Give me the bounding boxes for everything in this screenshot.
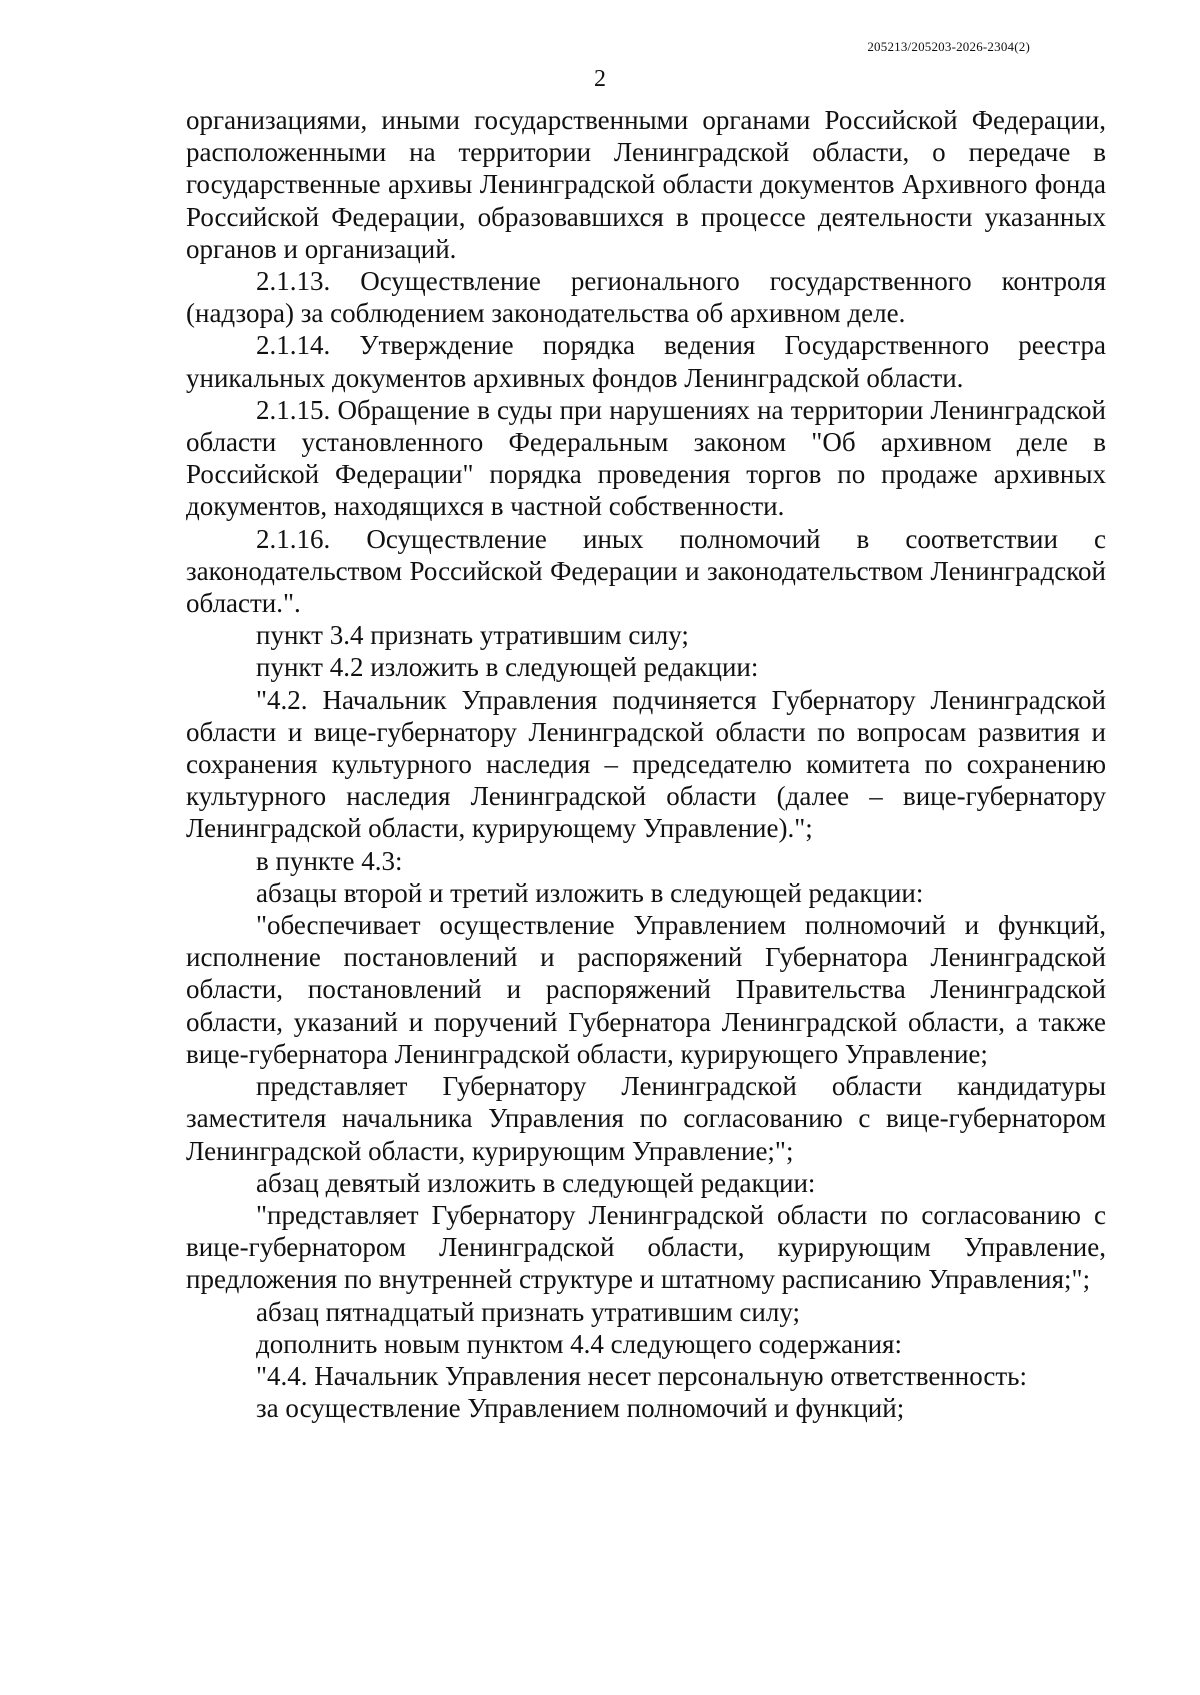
document-registration-number: 205213/205203-2026-2304(2) bbox=[867, 39, 1030, 54]
paragraph-continuation: организациями, иными государственными органами Российской Федерации, расположенными на территории Ленинградской области, о передаче в государственные архивы Ленинградской области документов Архивного фонда Российской Федерации, образовавшихся в процессе деятельности указанных органов и организаций. bbox=[186, 105, 1106, 264]
paragraph-2-1-13: 2.1.13. Осуществление регионального государственного контроля (надзора) за соблюдением законодательства об архивном деле. bbox=[186, 266, 1106, 329]
paragraph-4-4: "4.4. Начальник Управления несет персональную ответственность: bbox=[256, 1360, 1027, 1391]
document-body bbox=[186, 104, 1106, 1424]
paragraph-2-1-16: 2.1.16. Осуществление иных полномочий в соответствии с законодательством Российской Федерации и законодательством Ленинградской области.". bbox=[186, 523, 1106, 619]
paragraph-abzacy-intro: абзацы второй и третий изложить в следующей редакции: bbox=[256, 877, 924, 908]
paragraph-item-4-3-intro: в пункте 4.3: bbox=[256, 845, 403, 876]
paragraph-item-3-4: пункт 3.4 признать утратившим силу; bbox=[256, 620, 689, 651]
page-number: 2 bbox=[594, 66, 606, 92]
paragraph-abzac-pyatnadcatyj: абзац пятнадцатый признать утратившим силу; bbox=[256, 1296, 800, 1327]
paragraph-item-4-4-intro: дополнить новым пунктом 4.4 следующего содержания: bbox=[256, 1328, 902, 1359]
paragraph-4-2: "4.2. Начальник Управления подчиняется Губернатору Ленинградской области и вице-губернатору Ленинградской области по вопросам развития и сохранения культурного наследия – председателю комитета по сохранению культурного наследия Ленинградской области (далее – вице-губернатору Ленинградской области, курирующему Управление)."; bbox=[186, 684, 1106, 844]
paragraph-otvetstvennost-1: за осуществление Управлением полномочий и функций; bbox=[256, 1393, 905, 1424]
paragraph-predstavlyaet-kandidatury: представляет Губернатору Ленинградской области кандидатуры заместителя начальника Управления по согласованию с вице-губернатором Ленинградской области, курирующим Управление;"; bbox=[186, 1071, 1106, 1166]
paragraph-2-1-15: 2.1.15. Обращение в суды при нарушениях на территории Ленинградской области установленного Федеральным законом "Об архивном деле в Российской Федерации" порядка проведения торгов по продаже архивных документов, находящихся в частной собственности. bbox=[186, 394, 1106, 522]
paragraph-2-1-14: 2.1.14. Утверждение порядка ведения Государственного реестра уникальных документов архивных фондов Ленинградской области. bbox=[186, 330, 1106, 393]
paragraph-obespechivaet: "обеспечивает осуществление Управлением полномочий и функций, исполнение постановлений и распоряжений Губернатора Ленинградской области, постановлений и распоряжений Правительства Ленинградской области, указаний и поручений Губернатора Ленинградской области, а также вице-губернатора Ленинградской области, курирующего Управление; bbox=[186, 910, 1106, 1069]
paragraph-predstavlyaet-predlozheniya: "представляет Губернатору Ленинградской области по согласованию с вице-губернатором Ленинградской области, курирующим Управление, предложения по внутренней структуре и штатному расписанию Управления;"; bbox=[186, 1199, 1106, 1295]
paragraph-abzac-devyatyj-intro: абзац девятый изложить в следующей редакции: bbox=[256, 1167, 816, 1198]
paragraph-item-4-2-intro: пункт 4.2 изложить в следующей редакции: bbox=[256, 652, 759, 683]
